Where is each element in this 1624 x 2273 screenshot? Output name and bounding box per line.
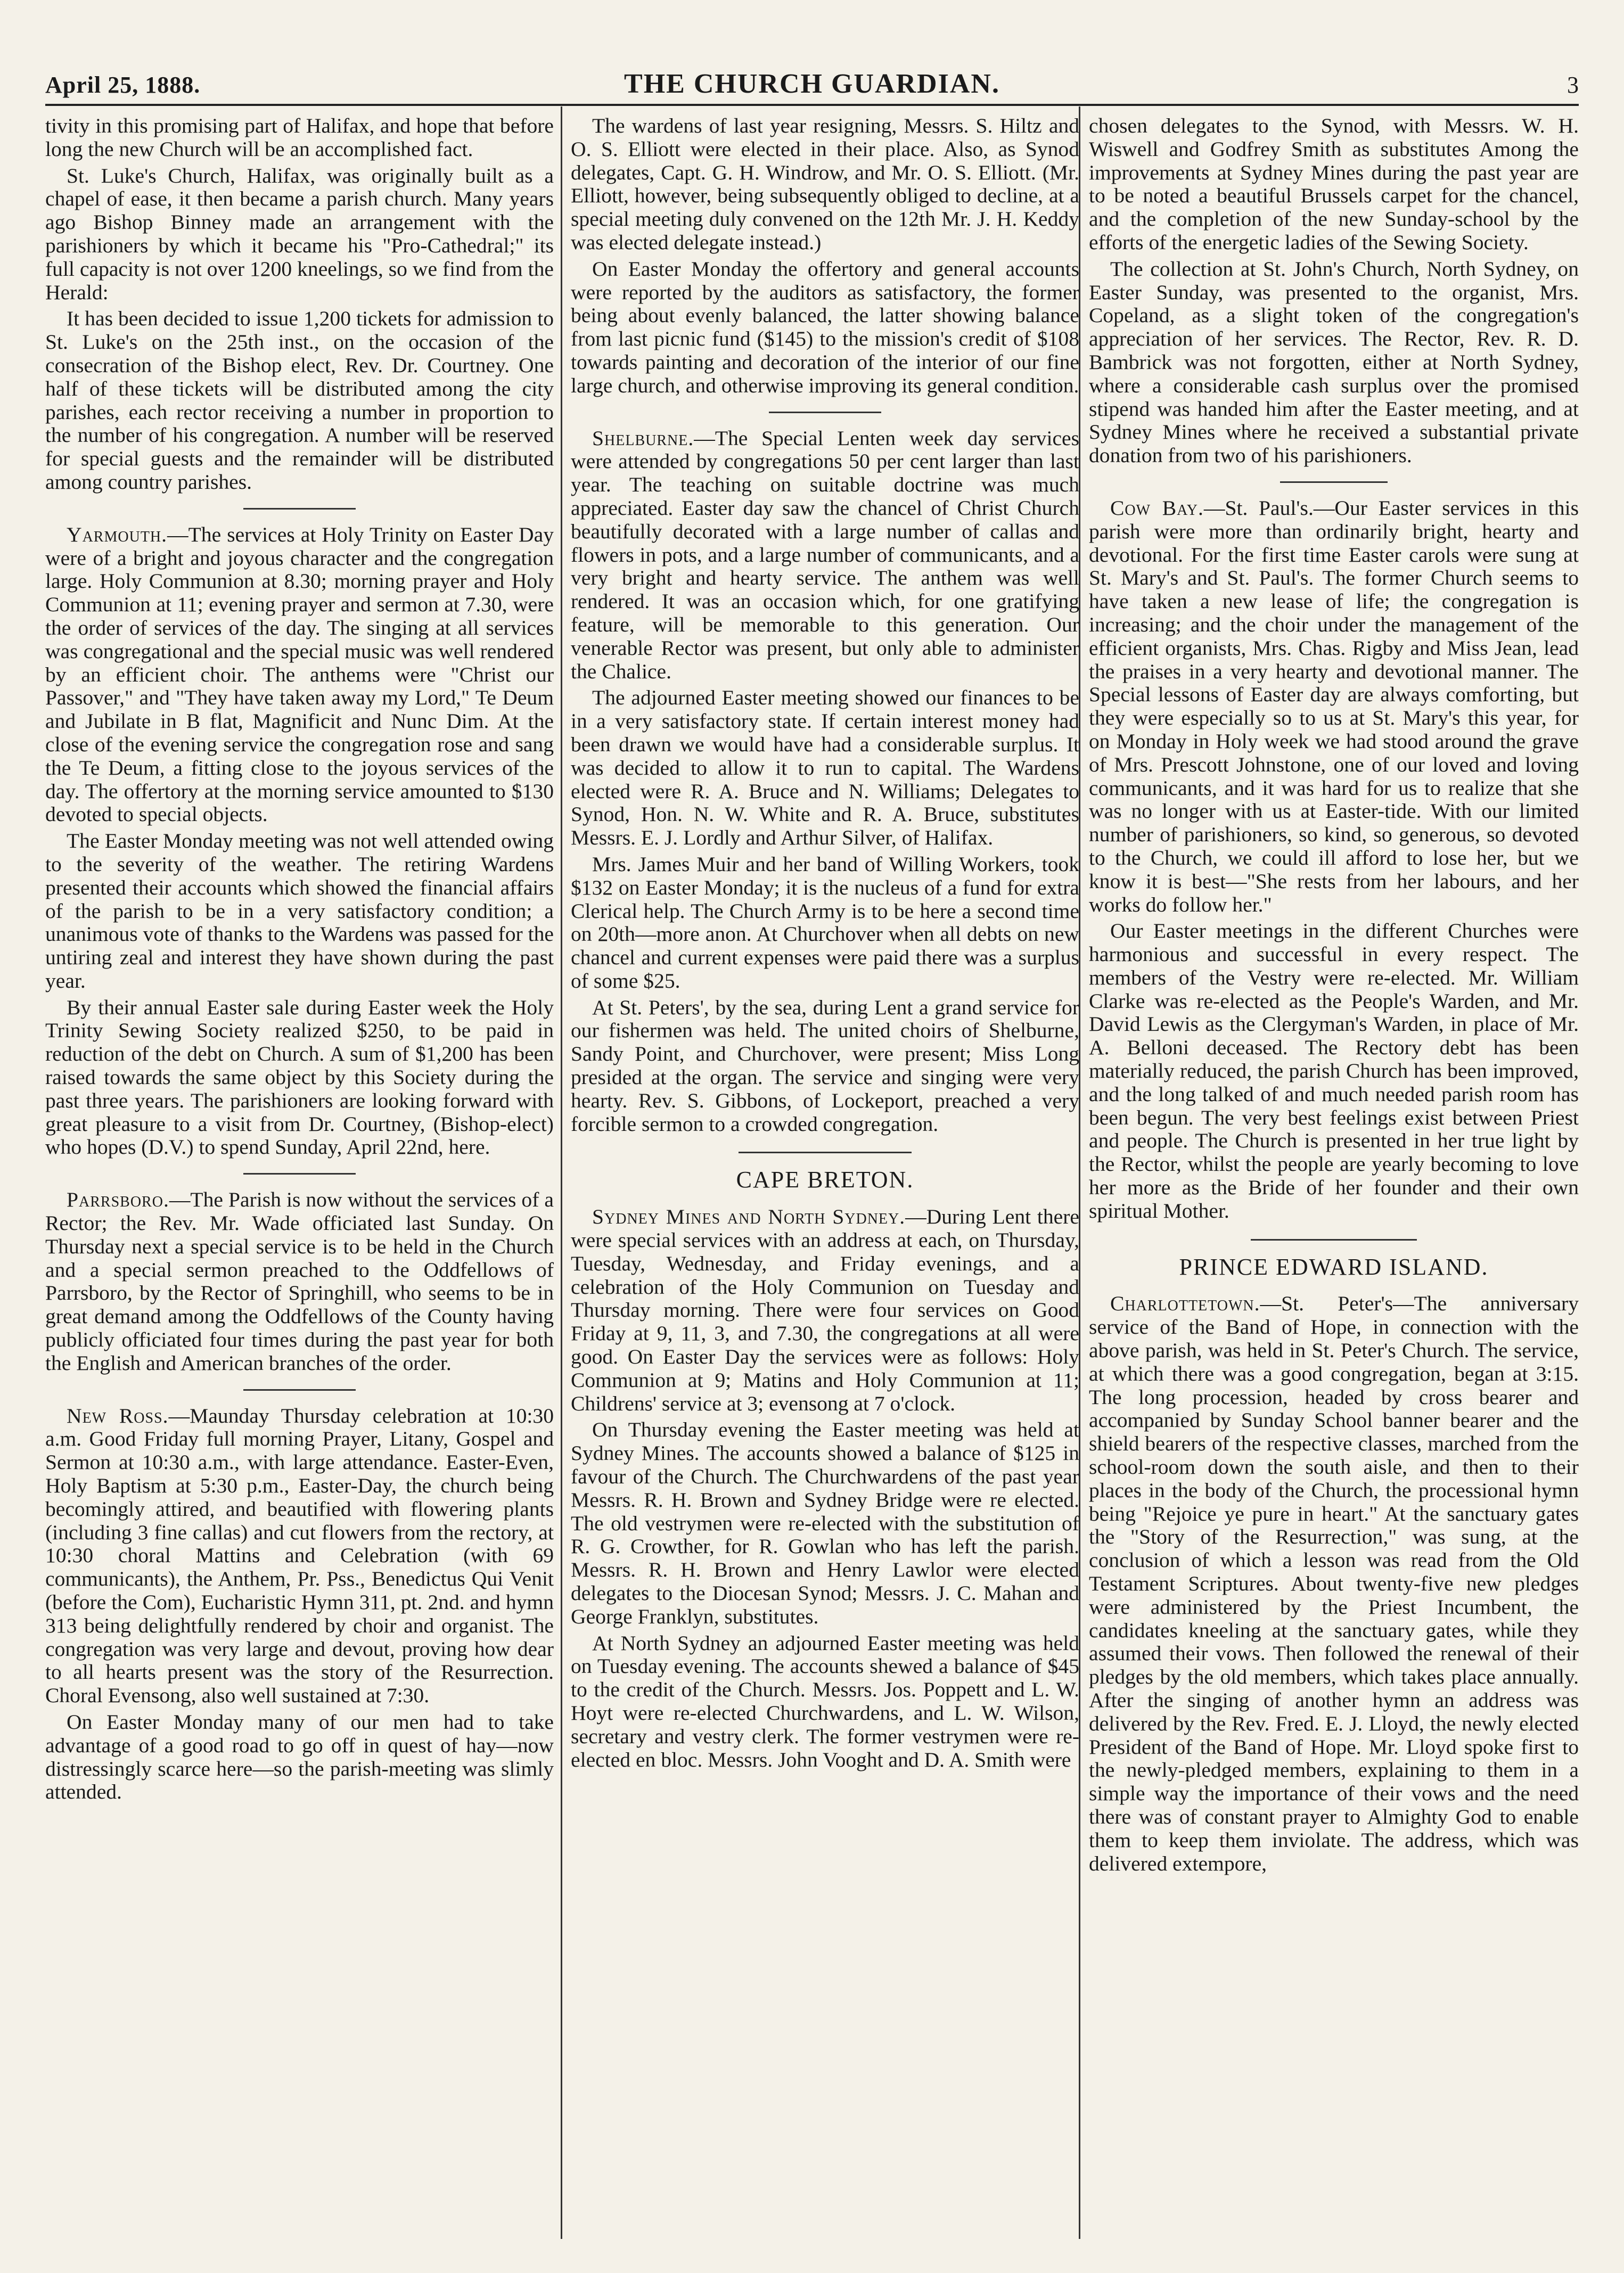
paragraph: The collection at St. John's Church, North Sydney, on Easter Sunday, was presented to the organist, Mrs. Copeland, as a slight token of the congregation's appreciation of her services. The Rector, Rev. R. D. Bambrick was not forgotten, either at North Sydney, where a considerable cash surplus over the promised stipend was handed him after the Easter meeting, and at Sydney Mines where he received a substantial private donation from two of his parishioners. [1089,257,1579,467]
article-new-ross [45,1405,554,1708]
paragraph: chosen delegates to the Synod, with Messrs. W. H. Wiswell and Godfrey Smith as substitutes Among the improvements at Sydney Mines during the past year are to be noted a beautiful Brussels carpet for the chancel, and the completion of the new Sunday-school by the efforts of the energetic ladies of the Sewing Society. [1089,114,1579,254]
page-number: 3 [1567,72,1579,98]
paragraph: It has been decided to issue 1,200 tickets for admission to St. Luke's on the 25th inst., on the occasion of the consecration of the Bishop elect, Rev. Dr. Courtney. One half of these tickets will be distributed among the city parishes, each rector receiving a number in proportion to the number of his congregation. A number will be reserved for special guests and the remainder will be distributed among country parishes. [45,307,554,494]
column-divider [561,106,562,2239]
article-text: —The services at Holy Trinity on Easter Day were of a bright and joyous character and the congregation large. Holy Communion at 8.30; morning prayer and Holy Communion at 11; evening prayer and sermon at 7.30, were the order of services of the day. The singing at all services was congregational and the special music was well rendered by an efficient choir. The anthems were "Christ our Passover," and "They have taken away my Lord," Te Deum and Jubilate in B flat, Magnificit and Nunc Dim. At the close of the evening service the congregation rose and sang the Te Deum, a fitting close to the joyous services of the day. The offertory at the morning service amounted to $130 devoted to special objects. [45,522,554,826]
paragraph: On Thursday evening the Easter meeting was held at Sydney Mines. The accounts showed a balance of $125 in favour of the Church. The Churchwardens of the past year Messrs. R. H. Brown and Sydney Bridge were re elected. The old vestrymen were re-elected with the substitution of R. G. Crowther, for R. Gowlan who has left the parish. Messrs. R. H. Brown and Henry Lawlor were elected delegates to the Diocesan Synod; Messrs. J. C. Mahan and George Franklyn, substitutes. [571,1418,1079,1628]
place-heading: Charlottetown. [1110,1292,1260,1316]
paragraph: At St. Peters', by the sea, during Lent a grand service for our fishermen was held. The united choirs of Shelburne, Sandy Point, and Churchover, were present; Miss Long presided at the organ. The service and singing were very hearty. Rev. S. Gibbons, of Lockeport, preached a very forcible sermon to a crowded congregation. [571,995,1079,1136]
paragraph: Our Easter meetings in the different Churches were harmonious and successful in every respect. The members of the Vestry were re-elected. Mr. William Clarke was re-elected as the People's Warden, and Mr. David Lewis as the Clergyman's Warden, in place of Mr. A. Belloni deceased. The Rectory debt has been materially reduced, the parish Church has been improved, and the long talked of and much needed parish room has been begun. The very best feelings exist between Priest and people. The Church is presented in her true light by the Rector, whilst the people are yearly becoming to love her more as the Bride of her founder and their own spiritual Mother. [1089,919,1579,1222]
section-divider [739,1152,912,1153]
paragraph: At North Sydney an adjourned Easter meeting was held on Tuesday evening. The accounts shewed a balance of $45 to the credit of the Church. Messrs. Jos. Poppett and L. W. Hoyt were re-elected Churchwardens, and L. W. Wilson, secretary and vestry clerk. The former vestrymen were re-elected en bloc. Messrs. John Vooght and D. A. Smith were [571,1631,1079,1771]
article-text: —Maunday Thursday celebration at 10:30 a.m. Good Friday full morning Prayer, Litany, Gospel and Sermon at 10:30 a.m., with large attendance. Easter-Even, Holy Baptism at 5:30 p.m., Easter-Day, the church being becomingly attired, and beautified with flowering plants (including 3 fine callas) and cut flowers from the rectory, at 10:30 choral Mattins and Celebration (with 69 communicants), the Anthem, Pr. Pss., Benedictus Qui Venit (before the Com), Eucharistic Hymn 311, pt. 2nd. and hymn 313 being delightfully rendered by choir and organist. The congregation was very large and devout, proving how dear to all hearts present was the story of the Resurrection. Choral Evensong, also well sustained at 7:30. [45,1404,554,1708]
paragraph: The adjourned Easter meeting showed our finances to be in a very satisfactory state. If certain interest money had been drawn we would have had a considerable surplus. It was decided to allow it to run to capital. The Wardens elected were R. A. Bruce and N. Williams; Delegates to Synod, Hon. N. W. White and R. A. Bruce, substitutes Messrs. E. J. Lordly and Arthur Silver, of Halifax. [571,686,1079,850]
article-parrsboro [45,1188,554,1375]
paragraph: St. Luke's Church, Halifax, was originally built as a chapel of ease, it then became a parish church. Many years ago Bishop Binney made an arrangement with the parishioners by which it became his "Pro-Cathedral;" its full capacity is not over 1200 kneelings, so we find from the Herald: [45,163,554,304]
paragraph: tivity in this promising part of Halifax, and hope that before long the new Church will be an accomplished fact. [45,114,554,161]
place-heading: Cow Bay. [1110,496,1204,520]
column-2 [571,114,1079,2239]
article-text: —During Lent there were special services with an address at each, on Thursday, Tuesday, Wednesday, and Friday evenings, and a celebration of the Holy Communion on Tuesday and Thursday morning. There were four services on Good Friday at 9, 11, 3, and 7.30, the congregations at all were good. On Easter Day the services were as follows: Holy Communion at 9; Matins and Holy Communion at 11; Childrens' service at 3; evensong at 7 o'clock. [571,1205,1079,1415]
paragraph: The wardens of last year resigning, Messrs. S. Hiltz and O. S. Elliott were elected in their place. Also, as Synod delegates, Capt. G. H. Windrow, and Mr. O. S. Elliott. (Mr. Elliott, however, being subsequently obliged to decline, at a special meeting duly convened on the 12th Mr. J. H. Keddy was elected delegate instead.) [571,114,1079,254]
paragraph: Mrs. James Muir and her band of Willing Workers, took $132 on Easter Monday; it is the nucleus of a fund for extra Clerical help. The Church Army is to be here a second time on 20th—more anon. At Churchover when all debts on new chancel and current expenses were paid there was a surplus of some $25. [571,852,1079,992]
article-text: —St. Paul's.—Our Easter services in this parish were more than ordinarily bright, hearty and devotional. For the first time Easter carols were sung at St. Mary's and St. Paul's. The former Church seems to have taken a new lease of life; the congregation is increasing; and the choir under the management of the efficient organists, Mrs. Chas. Rigby and Miss Jean, lead the praises in a very hearty and devotional manner. The Special lessons of Easter day are always comforting, but they were especially so to us at St. Mary's this year, for on Monday in Holy week we had stood around the grave of Mrs. Prescott Johnstone, one of our loved and loving communicants, and it was hard for us to realize that she was no longer with us at Easter-tide. With our limited number of parishioners, so kind, so generous, so devoted to the Church, we could ill afford to lose her, but we know it is best—"She rests from her labours, and her works do follow her." [1089,496,1579,916]
article-charlottetown [1089,1292,1579,1875]
section-divider [1251,1239,1417,1241]
masthead-rule [45,104,1579,106]
article-shelburne [571,427,1079,684]
article-divider [243,508,355,510]
place-heading: New Ross. [67,1404,169,1427]
issue-date: April 25, 1888. [45,72,201,98]
paragraph: On Easter Monday many of our men had to take advantage of a good road to go off in quest of hay—now distressingly scarce here—so the parish-meeting was slimly attended. [45,1710,554,1804]
article-divider [243,1389,355,1391]
article-divider [769,412,881,413]
place-heading: Shelburne. [592,426,694,450]
paragraph: The Easter Monday meeting was not well attended owing to the severity of the weather. The retiring Wardens presented their accounts which showed the financial affairs of the parish to be in a very satisfactory condition; a unanimous vote of thanks to the Wardens was passed for the untiring zeal and interest they have shown during the past year. [45,829,554,992]
section-heading-cape-breton: CAPE BRETON. [736,1167,914,1193]
article-divider [243,1173,355,1175]
article-text: —St. Peter's—The anniversary service of the Band of Hope, in connection with the above parish, was held in St. Peter's Church. The service, at which there was a good congregation, began at 3:15. The long procession, headed by cross bearer and accompanied by Sunday School banner bearer and the shield bearers of the respective classes, marched from the school-room down the south aisle, and then to their places in the body of the Church, the processional hymn being "Rejoice ye pure in heart." At the sanctuary gates the "Story of the Resurrection," was sung, at the conclusion of which a lesson was read from the Old Testament Scriptures. About twenty-five new pledges were administered by the Priest Incumbent, the candidates kneeling at the sanctuary gates, while they assumed their vows. Then followed the renewal of their pledges by the old members, which takes place annually. After the singing of another hymn an address was delivered by the Rev. Fred. E. J. Lloyd, the newly elected President of the Band of Hope. Mr. Lloyd spoke first to the newly-pledged members, explaining to them in a simple way the importance of their vows and the need there was of constant prayer to Almighty God to enable them to keep them inviolate. The address, which was delivered extempore, [1089,1292,1579,1875]
article-text: —The Special Lenten week day services were attended by congregations 50 per cent larger than last year. The teaching on suitable doctrine was much appreciated. Easter day saw the chancel of Christ Church beautifully decorated with a large number of callas and flowers in pots, and a large number of communicants, and a very bright and hearty service. The anthem was well rendered. It was an occasion which, for one gratifying feature, will be memorable to this generation. Our venerable Rector was present, but only able to administer the Chalice. [571,426,1079,683]
section-heading-pei: PRINCE EDWARD ISLAND. [1179,1253,1489,1280]
paragraph: By their annual Easter sale during Easter week the Holy Trinity Sewing Society realized $250, to be paid in reduction of the debt on Church. A sum of $1,200 has been raised towards the same object by this Society during the past three years. The parishioners are looking forward with great pleasure to a visit from Dr. Courtney, (Bishop-elect) who hopes (D.V.) to spend Sunday, April 22nd, here. [45,995,554,1159]
place-heading: Parrsboro. [67,1188,169,1212]
masthead [45,63,1579,101]
place-heading: Sydney Mines and North Sydney. [592,1205,906,1229]
article-sydney [571,1205,1079,1415]
newspaper-title: THE CHURCH GUARDIAN. [624,69,1000,99]
article-text: —The Parish is now without the services of a Rector; the Rev. Mr. Wade officiated last Sunday. On Thursday next a special service is to be held in the Church and a special sermon preached to the Oddfellows of Parrsboro, by the Rector of Springhill, who seems to be in great demand among the Oddfellows of the County having publicly officiated four times during the past year for both the English and American branches of the order. [45,1188,554,1375]
paragraph: On Easter Monday the offertory and general accounts were reported by the auditors as satisfactory, the former being about evenly balanced, the latter showing balance from last picnic fund ($145) to the mission's credit of $108 towards painting and decoration of the interior of our fine large church, and otherwise improving its general condition. [571,257,1079,397]
place-heading: Yarmouth. [67,522,168,546]
article-yarmouth [45,523,554,826]
article-cow-bay [1089,497,1579,916]
article-divider [1280,481,1388,483]
column-3 [1089,114,1579,2239]
column-1 [45,114,554,2239]
